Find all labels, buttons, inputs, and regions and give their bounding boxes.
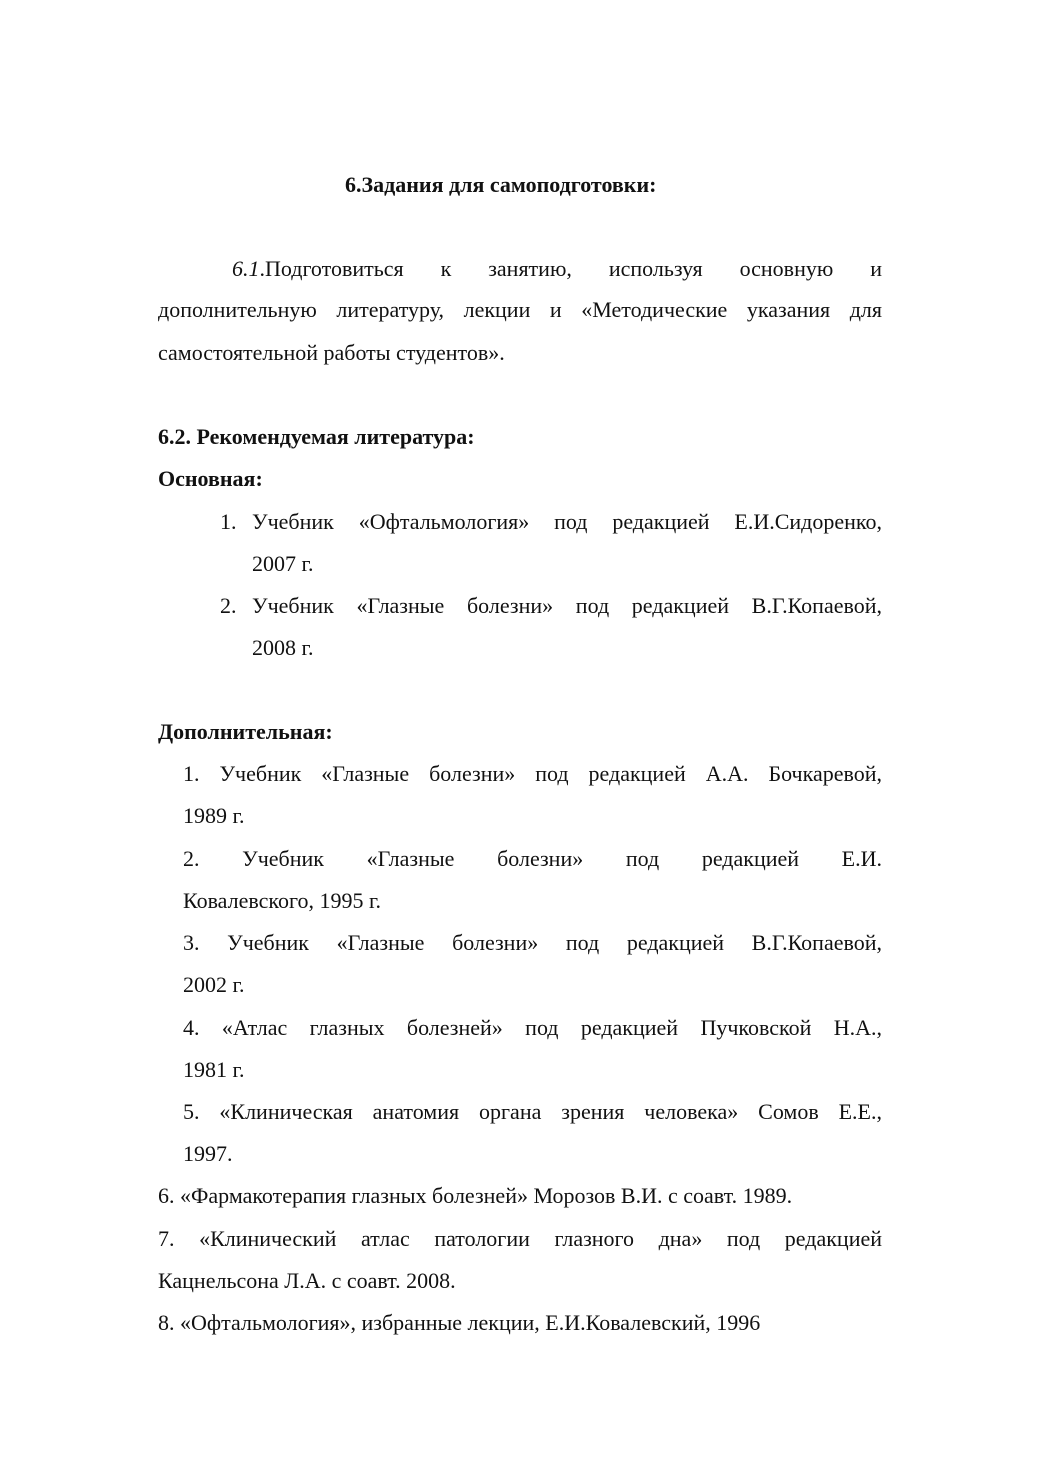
additional-item-4-line1: 4. «Атлас глазных болезней» под редакцией Пучковской Н.А., [183, 1015, 882, 1040]
literature-heading: 6.2. Рекомендуемая литература: [158, 424, 475, 449]
additional-item-1-line2: 1989 г. [183, 803, 245, 828]
additional-item-5-line2: 1997. [183, 1141, 233, 1166]
task-6-1-line3: самостоятельной работы студентов». [158, 340, 505, 365]
main-item-1-line2: 2007 г. [252, 551, 314, 576]
additional-item-1-line1: 1. Учебник «Глазные болезни» под редакцией А.А. Бочкаревой, [183, 761, 882, 786]
additional-item-7-line2: Кацнельсона Л.А. с соавт. 2008. [158, 1268, 456, 1293]
task-6-1-text: .Подготовиться к занятию, используя основную и [259, 256, 882, 281]
main-item-1-line1: Учебник «Офтальмология» под редакцией Е.И.Сидоренко, [252, 509, 882, 534]
additional-item-7-line1: 7. «Клинический атлас патологии глазного дна» под редакцией [158, 1226, 882, 1251]
main-item-2-line1: Учебник «Глазные болезни» под редакцией В.Г.Копаевой, [252, 593, 882, 618]
task-6-1-line1 [232, 256, 882, 282]
additional-item-5-line1: 5. «Клиническая анатомия органа зрения человека» Сомов Е.Е., [183, 1099, 882, 1124]
additional-item-4-line2: 1981 г. [183, 1057, 245, 1082]
task-6-1-number: 6.1 [232, 256, 260, 281]
additional-item-2-line1: 2. Учебник «Глазные болезни» под редакцией Е.И. [183, 846, 882, 871]
additional-item-6: 6. «Фармакотерапия глазных болезней» Морозов В.И. с соавт. 1989. [158, 1183, 793, 1208]
additional-item-8: 8. «Офтальмология», избранные лекции, Е.И.Ковалевский, 1996 [158, 1310, 761, 1335]
additional-item-3-line1: 3. Учебник «Глазные болезни» под редакцией В.Г.Копаевой, [183, 930, 882, 955]
page-title: 6.Задания для самоподготовки: [345, 172, 657, 197]
additional-item-3-line2: 2002 г. [183, 972, 245, 997]
main-literature-heading: Основная: [158, 466, 263, 491]
additional-literature-heading: Дополнительная: [158, 719, 333, 744]
task-6-1-line2: дополнительную литературу, лекции и «Методические указания для [158, 297, 882, 322]
main-item-1-number: 1. [220, 509, 237, 534]
additional-item-2-line2: Ковалевского, 1995 г. [183, 888, 381, 913]
main-item-2-number: 2. [220, 593, 237, 618]
main-item-2-line2: 2008 г. [252, 635, 314, 660]
